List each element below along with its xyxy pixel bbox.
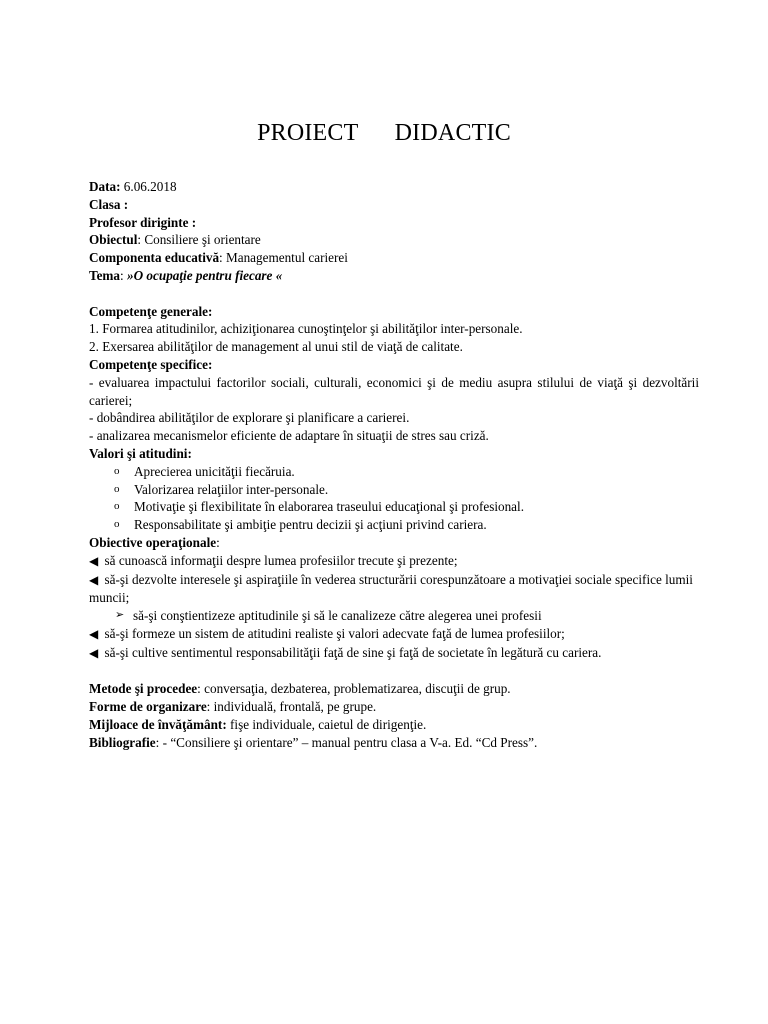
specific-competences-title: Competenţe specifice: (89, 356, 213, 372)
page-title: PROIECT DIDACTIC (257, 120, 511, 146)
objective-1-text: să cunoască informaţii despre lumea profesiilor trecute şi prezente; (101, 552, 458, 568)
clasa-label: Clasa : (89, 196, 129, 212)
general-competence-2: 2. Exersarea abilităţilor de management al unui stil de viaţă de calitate. (89, 339, 463, 355)
objective-2-text: să-şi dezvolte interesele şi aspiraţiile în vederea structurării corespunzătoare a motivaţiei sociale specifice lumii muncii; (89, 571, 693, 606)
tema-label: Tema (89, 267, 121, 283)
circle-bullet-icon: o (114, 500, 120, 513)
component-line (89, 249, 699, 267)
objectives-heading (89, 534, 699, 552)
value-item-2: Valorizarea relaţiilor inter-personale. (134, 481, 329, 497)
general-competences-heading (89, 303, 699, 321)
tema-separator: : (120, 267, 127, 283)
subject-line (89, 231, 699, 249)
means-line (89, 716, 699, 734)
objective-4-text: să-şi formeze un sistem de atitudini realiste şi valori adecvate faţă de lumea profesiilor; (101, 625, 565, 641)
objective-1 (89, 552, 699, 571)
mijloace-label: Mijloace de învăţământ: (89, 716, 227, 732)
value-item-4: Responsabilitate şi ambiţie pentru decizii şi acţiuni privind cariera. (134, 517, 487, 533)
data-value: 6.06.2018 (120, 179, 177, 194)
objectives-title: Obiective operaţionale (89, 534, 217, 550)
specific-competences-heading (89, 356, 699, 374)
triangle-left-icon: ◀ (89, 553, 99, 568)
circle-bullet-icon: o (114, 518, 120, 531)
general-competence-1: 1. Formarea atitudinilor, achiziţionarea cunoştinţelor şi abilităţilor inter-personale. (89, 321, 523, 337)
list-item (89, 481, 699, 499)
circle-bullet-icon: o (114, 482, 120, 495)
specific-competence-3: - analizarea mecanismelor eficiente de adaptare în situaţii de stres sau criză. (89, 428, 489, 444)
bibliografie-label: Bibliografie (89, 734, 156, 750)
organization-line (89, 698, 699, 716)
profesor-label: Profesor diriginte : (89, 214, 197, 230)
general-competences-title: Competenţe generale: (89, 303, 213, 319)
teacher-line (89, 214, 699, 232)
value-item-3: Motivaţie şi flexibilitate în elaborarea traseului educaţional şi profesional. (134, 499, 524, 515)
componenta-value: : Managementul carierei (219, 250, 348, 266)
spacer (89, 663, 699, 681)
date-line (89, 178, 699, 196)
objective-2 (89, 571, 699, 608)
objective-5 (89, 644, 699, 663)
forme-value: : individuală, frontală, pe grupe. (206, 699, 377, 715)
arrowhead-bullet-icon: ➢ (115, 609, 125, 622)
list-item (89, 498, 699, 516)
data-label: Data: (89, 179, 121, 194)
class-line (89, 196, 699, 214)
metode-value: : conversaţia, dezbaterea, problematizarea, discuţii de grup. (197, 681, 511, 697)
objectives-colon: : (216, 534, 220, 550)
obiectul-value: : Consiliere şi orientare (137, 232, 261, 248)
metode-label: Metode şi procedee (89, 681, 198, 697)
forme-label: Forme de organizare (89, 699, 207, 715)
spacer (89, 285, 699, 303)
triangle-left-icon: ◀ (89, 626, 99, 641)
objective-3-text: să-şi conştientizeze aptitudinile şi să le canalizeze către alegerea unei profesii (133, 608, 542, 624)
tema-value: »O ocupaţie pentru fiecare « (127, 267, 283, 283)
list-item (89, 463, 699, 481)
objective-4 (89, 625, 699, 644)
mijloace-value: fişe individuale, caietul de dirigenţie. (226, 716, 427, 732)
specific-competence-1: - evaluarea impactului factorilor sociali, culturali, economici şi de mediu asupra stilului de viaţă şi dezvoltării carierei; (89, 374, 699, 408)
bibliography-line (89, 734, 699, 752)
circle-bullet-icon: o (114, 464, 120, 477)
document-body (89, 178, 699, 752)
objective-3 (89, 607, 699, 625)
specific-competence-2: - dobândirea abilităţilor de explorare şi planificare a carierei. (89, 410, 410, 426)
values-heading (89, 445, 699, 463)
triangle-left-icon: ◀ (89, 572, 99, 587)
list-item (89, 516, 699, 534)
componenta-label: Componenta educativă (89, 250, 220, 266)
theme-line (89, 267, 699, 285)
methods-line (89, 680, 699, 698)
objective-5-text: să-şi cultive sentimentul responsabilităţii faţă de sine şi faţă de societate în legătură cu cariera. (101, 644, 602, 660)
value-item-1: Aprecierea unicităţii fiecăruia. (134, 463, 295, 479)
values-title: Valori şi atitudini: (89, 445, 192, 461)
obiectul-label: Obiectul (89, 232, 138, 248)
bibliografie-value: : - “Consiliere şi orientare” – manual pentru clasa a V-a. Ed. “Cd Press”. (155, 734, 538, 750)
triangle-left-icon: ◀ (89, 645, 99, 660)
